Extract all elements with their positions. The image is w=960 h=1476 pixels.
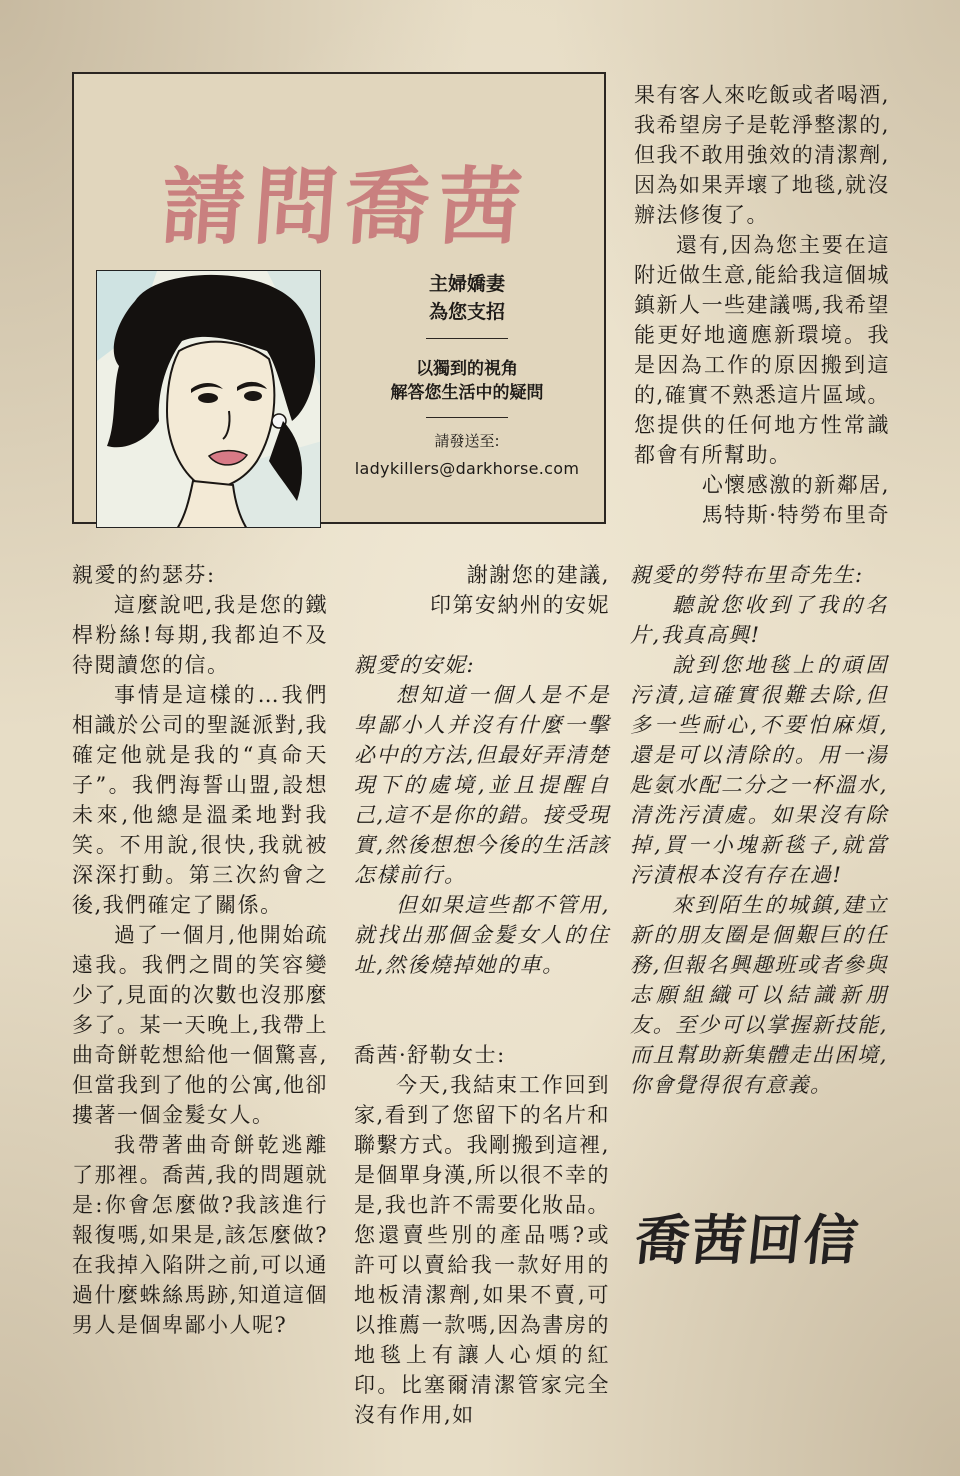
letter-signature: 馬特斯·特勞布里奇 <box>701 503 890 527</box>
divider <box>426 417 508 418</box>
send-to-label: 請發送至: <box>434 432 500 450</box>
reply-salutation: 親愛的安妮: <box>354 653 476 677</box>
description-line-1: 以獨到的視角 <box>416 359 518 379</box>
letter-paragraph: 事情是這樣的…我們相識於公司的聖誕派對,我確定他就是我的“真命天子”。我們海誓山盟,設想未來,他總是溫柔地對我笑。不用說,很快,我就被深深打動。第三次約會之後,我們確定了關係。 <box>72 683 328 917</box>
letter-paragraph: 還有,因為您主要在這附近做生意,能給我這個城鎮新人一些建議嗎,我希望能更好地適應新環境。我是因為工作的原因搬到這的,確實不熟悉這片區域。您提供的任何地方性常識都會有所幫助。 <box>634 233 890 467</box>
promo-text <box>342 270 592 478</box>
woman-portrait-icon <box>97 271 321 528</box>
column-header-box <box>72 72 606 524</box>
reply-paragraph: 說到您地毯上的頑固污漬,這確實很難去除,但多一些耐心,不要怕麻煩,還是可以清除的。用一湯匙氨水配二分之一杯溫水,清洗污漬處。如果沒有除掉,買一小塊新毯子,就當污漬根本沒有存在過! <box>630 653 888 887</box>
tagline-line-1: 主婦嬌妻 <box>428 273 505 295</box>
reply-2 <box>630 560 888 1100</box>
description-line-2: 解答您生活中的疑問 <box>390 383 544 403</box>
letter-salutation: 親愛的約瑟芬: <box>72 563 216 587</box>
letter-paragraph: 我帶著曲奇餅乾逃離了那裡。喬茜,我的問題就是:你會怎麼做?我該進行報復嗎,如果是,該怎麼做?在我掉入陷阱之前,可以通過什麼蛛絲馬跡,知道這個男人是個卑鄙小人呢? <box>72 1133 328 1337</box>
middle-column <box>354 560 610 1430</box>
letter-closing: 謝謝您的建議, <box>466 563 610 587</box>
letter-closing: 心懷感激的新鄰居, <box>701 473 890 497</box>
column-sign-off: 喬茜回信 <box>632 1208 863 1272</box>
letter-continuation <box>634 80 890 530</box>
reply-salutation: 親愛的勞特布里奇先生: <box>630 563 864 587</box>
portrait-illustration <box>96 270 321 528</box>
letter-paragraph: 今天,我結束工作回到家,看到了您留下的名片和聯繫方式。我剛搬到這裡,是個單身漢,所以很不幸的是,我也許不需要化妝品。您還賣些別的產品嗎?或許可以賣給我一款好用的地板清潔劑,如果不賣,可以推薦一款嗎,因為書房的地毯上有讓人心煩的紅印。比塞爾清潔管家完全沒有作用,如 <box>354 1073 610 1427</box>
column-title: 請問喬茜 <box>158 157 534 256</box>
letter-signature: 印第安納州的安妮 <box>430 593 610 617</box>
letter-salutation: 喬茜·舒勒女士: <box>354 1043 506 1067</box>
contact-email[interactable]: ladykillers@darkhorse.com <box>354 459 580 478</box>
tagline-line-2: 為您支招 <box>428 301 505 323</box>
letter-paragraph: 果有客人來吃飯或者喝酒,我希望房子是乾淨整潔的,但我不敢用強效的清潔劑,因為如果弄壞了地毯,就沒辦法修復了。 <box>634 83 890 227</box>
reply-paragraph: 但如果這些都不管用,就找出那個金髮女人的住址,然後燒掉她的車。 <box>354 893 610 977</box>
reply-paragraph: 聽說您收到了我的名片,我真高興! <box>630 593 888 647</box>
reply-paragraph: 來到陌生的城鎮,建立新的朋友圈是個艱巨的任務,但報名興趣班或者參與志願組織可以結識新朋友。至少可以掌握新技能,而且幫助新集體走出困境,你會覺得很有意義。 <box>630 893 888 1097</box>
divider <box>426 338 508 339</box>
letter-paragraph: 過了一個月,他開始疏遠我。我們之間的笑容變少了,見面的次數也沒那麼多了。某一天晚上,我帶上曲奇餅乾想給他一個驚喜,但當我到了他的公寓,他卻摟著一個金髮女人。 <box>72 923 328 1127</box>
letter-1 <box>72 560 328 1340</box>
reply-paragraph: 想知道一個人是不是卑鄙小人并沒有什麼一擊必中的方法,但最好弄清楚現下的處境,並且提醒自己,這不是你的錯。接受現實,然後想想今後的生活該怎樣前行。 <box>354 683 610 887</box>
letter-paragraph: 這麼說吧,我是您的鐵桿粉絲!每期,我都迫不及待閱讀您的信。 <box>72 593 328 677</box>
